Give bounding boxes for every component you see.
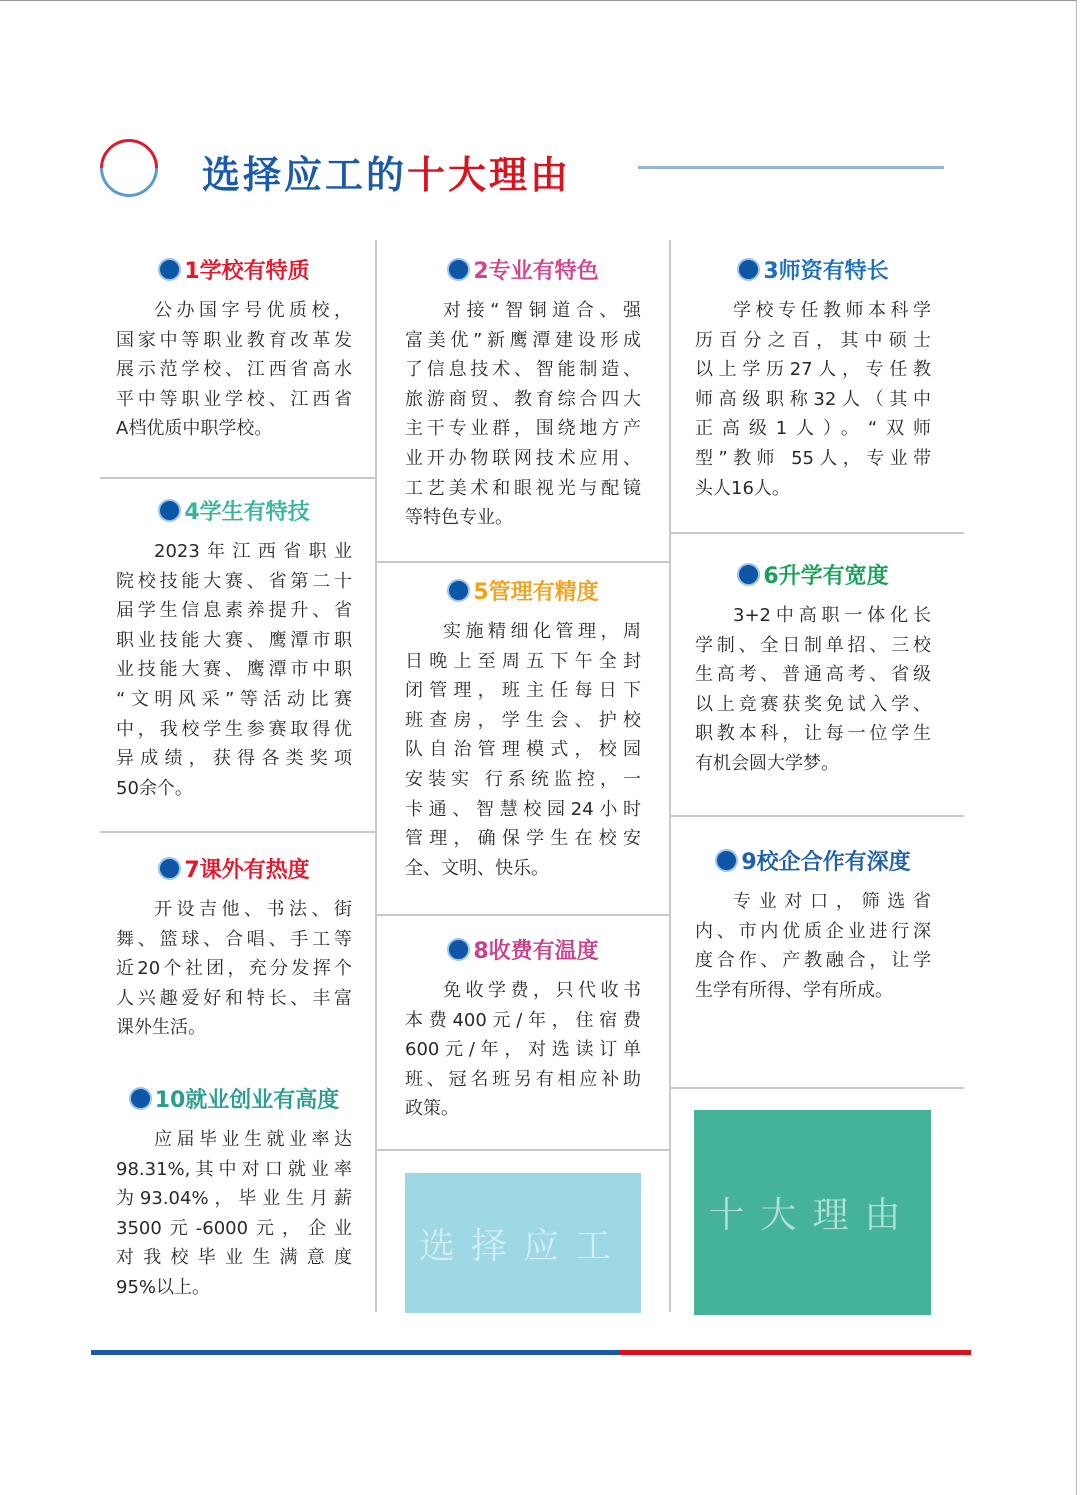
reason-body-line: 政策。 (405, 1098, 459, 1120)
bullet-dot-icon (737, 563, 760, 586)
column-divider (669, 240, 671, 1312)
reason-5 (405, 575, 641, 883)
reason-body-line: “文明风采”等活动比赛 (116, 688, 352, 710)
reason-heading-text: 8收费有温度 (473, 938, 599, 964)
reason-body-line: 600元/年，对选读订单 (405, 1039, 641, 1061)
reason-body-line: 职教本科，让每一位学生 (695, 723, 931, 745)
reason-heading (116, 1083, 352, 1113)
reason-body-line: 舞、篮球、合唱、手工等 (116, 928, 352, 950)
title-part-red: 十大理由 (407, 153, 572, 197)
reason-1 (116, 254, 352, 444)
reason-body-line: 班查房，学生会、护校 (405, 709, 641, 731)
bullet-dot-icon (447, 579, 470, 602)
reason-body-line: 人兴趣爱好和特长、丰富 (116, 987, 352, 1009)
row-divider (376, 1149, 670, 1151)
reason-8 (405, 934, 641, 1124)
reason-7 (116, 853, 352, 1043)
row-divider (376, 914, 670, 916)
reason-body-line: 内、市内优质企业进行深 (695, 920, 931, 942)
reason-body-line: 95%以上。 (116, 1276, 211, 1298)
reason-heading-text: 1学校有特质 (184, 258, 310, 284)
reason-body-line: A档优质中职学校。 (116, 418, 273, 440)
reason-body-line: 学制、全日制单招、三校 (695, 634, 931, 656)
bullet-dot-icon (715, 849, 738, 872)
reason-body-line: 免收学费，只代收书 (443, 980, 641, 1001)
bullet-dot-icon (737, 258, 760, 281)
reason-body-line: 历百分之百，其中硕士 (695, 329, 931, 351)
column-divider (375, 240, 377, 1312)
reason-body-line: 生高考、普通高考、省级 (695, 664, 931, 686)
reason-body-line: 展示范学校、江西省高水 (116, 359, 352, 381)
reason-body-line: 业开办物联网技术应用、 (405, 447, 641, 469)
image-ten-reasons (694, 1110, 931, 1315)
reason-heading-text: 3师资有特长 (763, 258, 889, 284)
reason-body-line: 安装实 行系统监控，一 (405, 768, 641, 790)
reason-3 (695, 254, 931, 503)
reason-body-line: 院校技能大赛、省第二十 (116, 570, 352, 592)
reason-body-line: 工艺美术和眼视光与配镜 (405, 477, 641, 499)
reason-body-line: 平中等职业学校、江西省 (116, 388, 352, 410)
bullet-dot-icon (158, 258, 181, 281)
reason-heading (405, 934, 641, 964)
reason-heading (116, 254, 352, 284)
title-part-blue: 选择应工的 (202, 153, 408, 197)
reason-body-line: 为93.04%，毕业生月薪 (116, 1188, 352, 1210)
reason-heading (695, 845, 931, 875)
reason-4 (116, 495, 352, 803)
reason-body-line: 正高级1人）。“双师 (695, 418, 931, 440)
reason-heading-text: 2专业有特色 (473, 258, 599, 284)
reason-body-line: 主干专业群，围绕地方产 (405, 418, 641, 440)
reason-body-line: 开设吉他、书法、街 (154, 899, 352, 920)
reason-body-line: 职业技能大赛、鹰潭市职 (116, 629, 352, 651)
row-divider (100, 831, 376, 833)
reason-body-line: 专业对口，筛选省 (733, 891, 931, 912)
reason-6 (695, 559, 931, 779)
reason-heading (405, 254, 641, 284)
reason-body-line: 等特色专业。 (405, 507, 513, 529)
reason-body-line: 98.31%,其中对口就业率 (116, 1158, 352, 1180)
page-border-right (1076, 0, 1077, 1495)
bullet-dot-icon (158, 857, 181, 880)
reason-body-line: 以上竞赛获奖免试入学、 (695, 693, 931, 715)
reason-heading (116, 853, 352, 883)
reason-body-line: 全、文明、快乐。 (405, 857, 549, 879)
reason-heading-text: 9校企合作有深度 (741, 849, 911, 875)
reason-body-line: 队自治管理模式，校园 (405, 739, 641, 761)
reason-body-line: 以上学历27人，专任教 (695, 359, 931, 381)
image-choose-yinggong (405, 1173, 641, 1313)
reason-heading-text: 10就业创业有高度 (154, 1087, 340, 1113)
footer-bar-blue (91, 1350, 619, 1355)
reason-body-line: 有机会圆大学梦。 (695, 752, 839, 774)
reason-body-line: 2023年江西省职业 (154, 541, 352, 562)
reason-body-line: 50余个。 (116, 777, 193, 799)
reason-body-line: 本费400元/年，住宿费 (405, 1009, 641, 1031)
reason-body-line: 头人16人。 (695, 477, 790, 499)
bullet-dot-icon (158, 499, 181, 522)
reason-body-line: 型”教师 55人，专业带 (695, 447, 931, 469)
reason-body-line: 师高级职称32人（其中 (695, 388, 931, 410)
reason-body-line: 了信息技术、智能制造、 (405, 359, 641, 381)
reason-9 (695, 845, 931, 1005)
reason-body-line: 实施精细化管理，周 (443, 621, 641, 642)
reason-body-line: 富美优”新鹰潭建设形成 (405, 329, 641, 351)
title-rule (638, 166, 944, 169)
reason-body-line: 3+2中高职一体化长 (733, 605, 931, 626)
reason-body-line: 对接“智铜道合、强 (443, 300, 641, 321)
reason-body-line: 旅游商贸、教育综合四大 (405, 388, 641, 410)
image-caption: 选择应工 (418, 1225, 627, 1267)
reason-body-line: 中，我校学生参赛取得优 (116, 718, 352, 740)
footer-bar-red (619, 1350, 971, 1355)
row-divider (100, 477, 376, 479)
bullet-dot-icon (447, 938, 470, 961)
reason-heading (695, 254, 931, 284)
reason-body-line: 生学有所得、学有所成。 (695, 979, 893, 1001)
reason-body-line: 卡通、智慧校园24小时 (405, 798, 641, 820)
row-divider (670, 532, 964, 534)
reason-body-line: 班、冠名班另有相应补助 (405, 1068, 641, 1090)
reason-heading (116, 495, 352, 525)
reason-body-line: 届学生信息素养提升、省 (116, 600, 352, 622)
reason-10 (116, 1083, 352, 1303)
reason-heading-text: 7课外有热度 (184, 857, 310, 883)
reason-body-line: 业技能大赛、鹰潭市中职 (116, 659, 352, 681)
page-title (202, 144, 571, 199)
reason-body-line: 度合作、产教融合，让学 (695, 950, 931, 972)
reason-body-line: 公办国字号优质校， (154, 300, 352, 321)
reason-body-line: 3500元-6000元，企业 (116, 1217, 352, 1239)
image-caption: 十大理由 (708, 1195, 917, 1236)
reason-body-line: 日晚上至周五下午全封 (405, 650, 641, 672)
circle-icon (88, 127, 170, 209)
reason-body-line: 管理，确保学生在校安 (405, 828, 641, 850)
reason-body-line: 闭管理，班主任每日下 (405, 680, 641, 702)
row-divider (670, 815, 964, 817)
reason-heading-text: 5管理有精度 (473, 579, 599, 605)
reason-heading (695, 559, 931, 589)
reason-body-line: 课外生活。 (116, 1017, 206, 1039)
bullet-dot-icon (129, 1087, 152, 1110)
reason-body-line: 对我校毕业生满意度 (116, 1247, 352, 1269)
bullet-dot-icon (447, 258, 470, 281)
reason-heading-text: 6升学有宽度 (763, 563, 889, 589)
reason-body-line: 近20个社团，充分发挥个 (116, 958, 352, 980)
page-border-top (0, 0, 1076, 1)
reason-body-line: 应届毕业生就业率达 (154, 1129, 352, 1150)
reason-heading (405, 575, 641, 605)
reason-body-line: 异成绩，获得各类奖项 (116, 748, 352, 770)
reason-2 (405, 254, 641, 533)
reason-body-line: 国家中等职业教育改革发 (116, 329, 352, 351)
reason-heading-text: 4学生有特技 (184, 499, 310, 525)
row-divider (670, 1087, 964, 1089)
row-divider (376, 561, 670, 563)
reason-body-line: 学校专任教师本科学 (733, 300, 931, 321)
